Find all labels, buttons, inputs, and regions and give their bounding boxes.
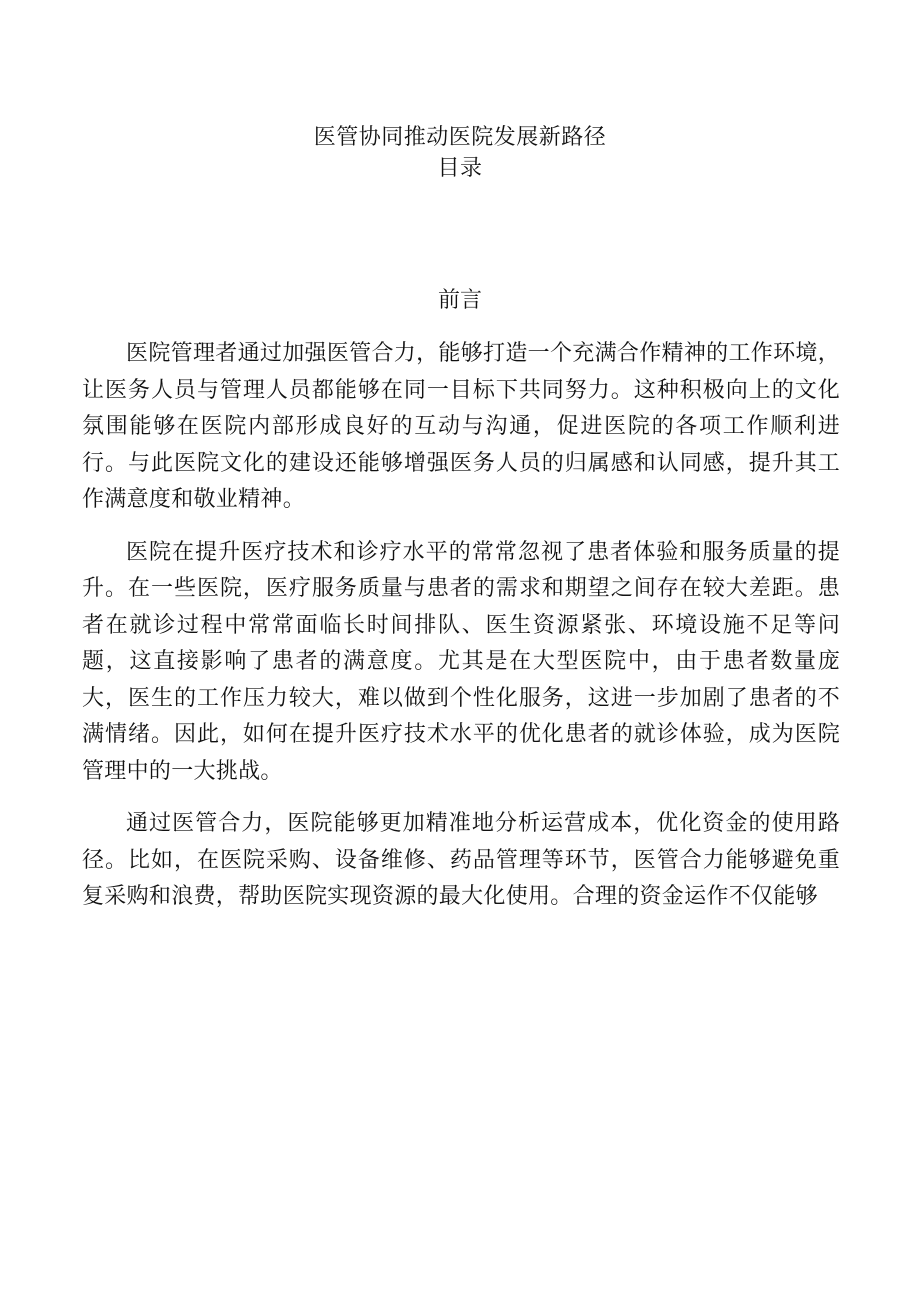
paragraph: 医院在提升医疗技术和诊疗水平的常常忽视了患者体验和服务质量的提升。在一些医院，医疗服务质量与患者的需求和期望之间存在较大差距。患者在就诊过程中常常面临长时间排队、医生资源紧张、环境设施不足等问题，这直接影响了患者的满意度。尤其是在大型医院中，由于患者数量庞大，医生的工作压力较大，难以做到个性化服务，这进一步加剧了患者的不满情绪。因此，如何在提升医疗技术水平的优化患者的就诊体验，成为医院管理中的一大挑战。 xyxy=(82,539,840,784)
document-title: 医管协同推动医院发展新路径 xyxy=(313,125,607,150)
toc-label: 目录 xyxy=(437,156,483,181)
paragraph: 通过医管合力，医院能够更加精准地分析运营成本，优化资金的使用路径。比如，在医院采购、设备维修、药品管理等环节，医管合力能够避免重复采购和浪费，帮助医院实现资源的最大化使用。合理的资金运作不仅能够 xyxy=(82,811,840,909)
preface-body xyxy=(82,336,840,916)
preface-heading: 前言 xyxy=(437,288,482,313)
paragraph: 医院管理者通过加强医管合力，能够打造一个充满合作精神的工作环境，让医务人员与管理人员都能够在同一目标下共同努力。这种积极向上的文化氛围能够在医院内部形成良好的互动与沟通，促进医院的各项工作顺利进行。与此医院文化的建设还能够增强医务人员的归属感和认同感，提升其工作满意度和敬业精神。 xyxy=(82,341,840,512)
